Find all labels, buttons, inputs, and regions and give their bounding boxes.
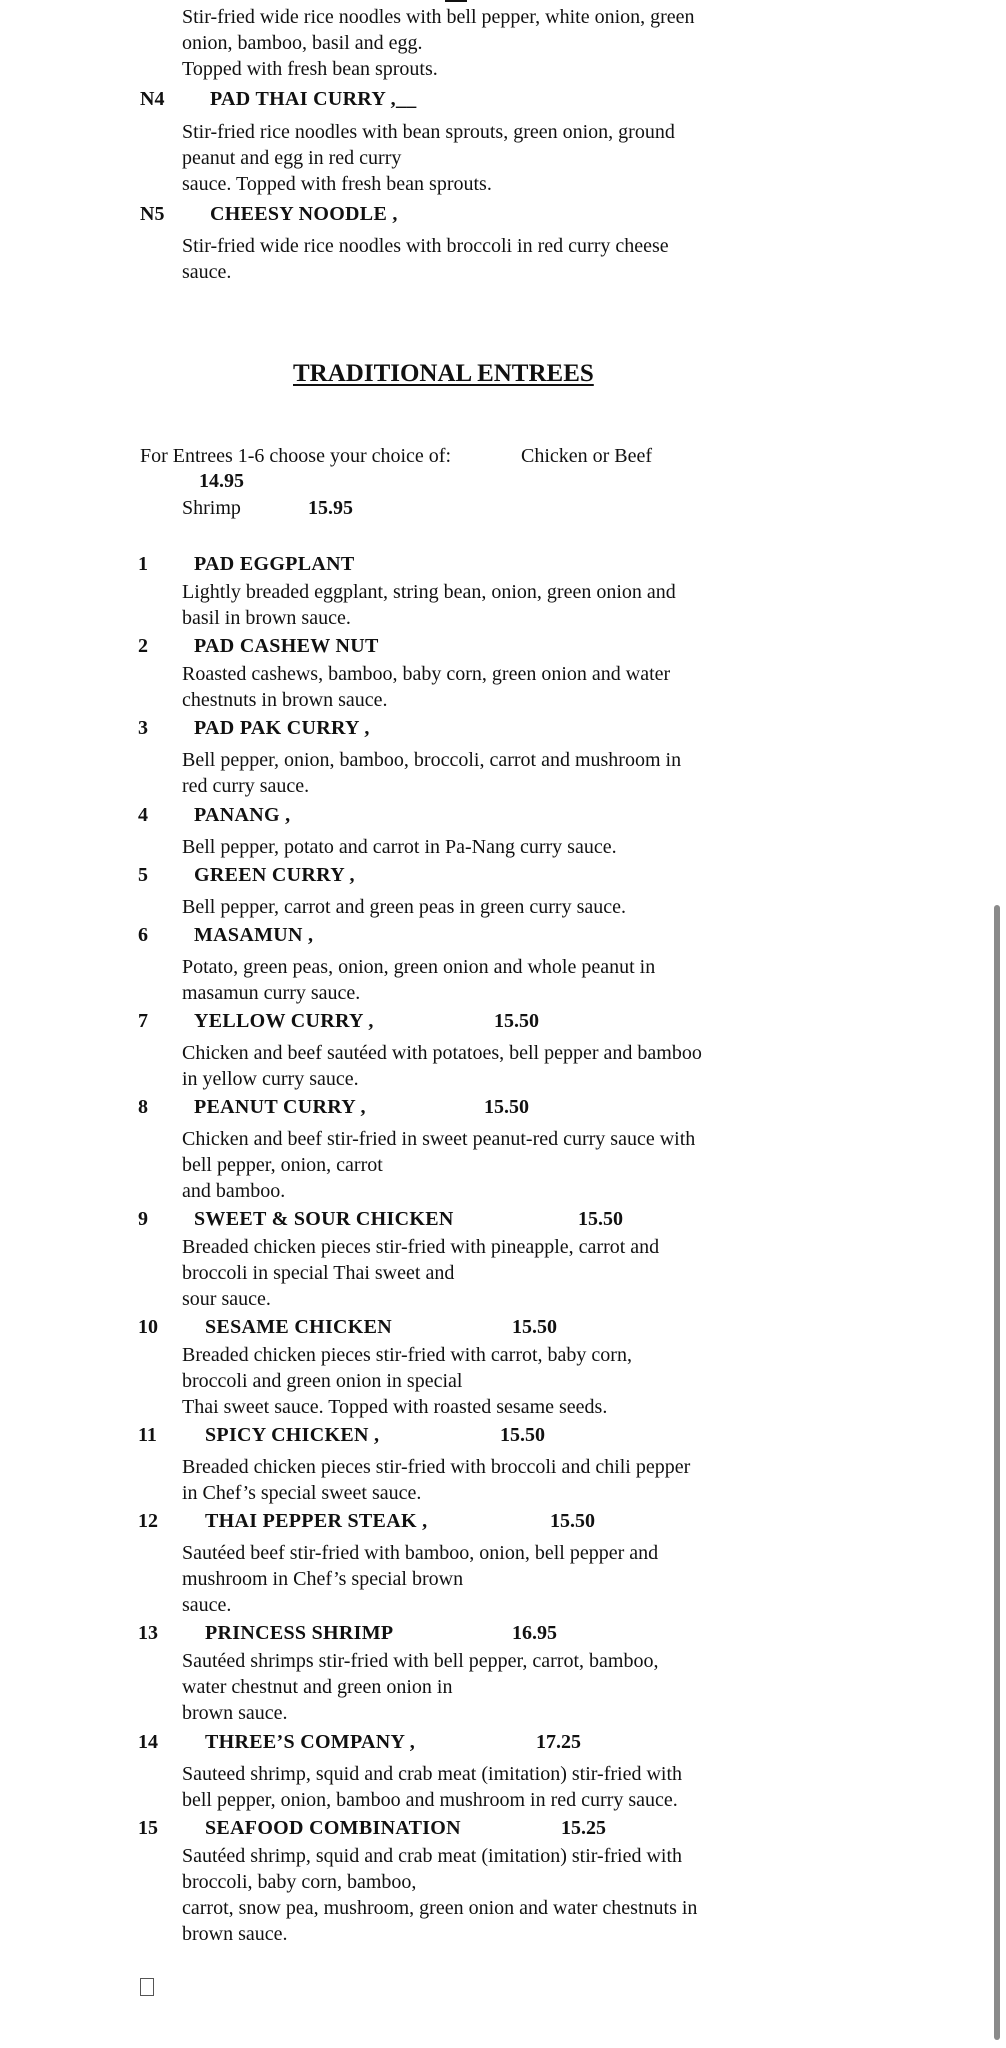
- entree-name: SPICY CHICKEN ,: [205, 1424, 380, 1446]
- entree-price: 15.50: [494, 1010, 539, 1032]
- vertical-scrollbar[interactable]: [994, 905, 1000, 2040]
- entree-description: Sautéed shrimps stir-fried with bell pepper, carrot, bamboo, water chestnut and green onion in brown sauce.: [182, 1650, 659, 1724]
- entree-number: 15: [138, 1817, 158, 1839]
- entree-number: 1: [138, 553, 148, 575]
- entree-price: 15.50: [550, 1510, 595, 1532]
- entree-name: PEANUT CURRY ,: [194, 1096, 366, 1118]
- entree-number: 7: [138, 1010, 148, 1032]
- n5-name: CHEESY NOODLE ,: [210, 203, 398, 225]
- entree-number: 5: [138, 864, 148, 886]
- entree-description: Breaded chicken pieces stir-fried with broccoli and chili pepper in Chef’s special sweet sauce.: [182, 1456, 691, 1504]
- entree-description: Roasted cashews, bamboo, baby corn, green onion and water chestnuts in brown sauce.: [182, 663, 671, 711]
- entree-description: Lightly breaded eggplant, string bean, onion, green onion and basil in brown sauce.: [182, 581, 676, 629]
- entree-price: 17.25: [536, 1731, 581, 1753]
- n4-description: Stir-fried rice noodles with bean sprouts, green onion, ground peanut and egg in red curry sauce. Topped with fresh bean sprouts.: [182, 121, 675, 195]
- choice-option: Chicken or Beef: [521, 445, 653, 467]
- entree-number: 3: [138, 717, 148, 739]
- entree-price: 15.25: [561, 1817, 606, 1839]
- entree-description: Bell pepper, carrot and green peas in green curry sauce.: [182, 896, 626, 918]
- entree-number: 12: [138, 1510, 158, 1532]
- entree-name: PAD CASHEW NUT: [194, 635, 379, 657]
- entree-description: Breaded chicken pieces stir-fried with carrot, baby corn, broccoli and green onion in special Thai sweet sauce. Topped with roasted sesame seeds.: [182, 1344, 632, 1418]
- entree-price: 15.50: [512, 1316, 557, 1338]
- entree-number: 2: [138, 635, 148, 657]
- entree-name: THAI PEPPER STEAK ,: [205, 1510, 428, 1532]
- entree-description: Chicken and beef stir-fried in sweet peanut-red curry sauce with bell pepper, onion, carrot and bamboo.: [182, 1128, 696, 1202]
- entree-price: 16.95: [512, 1622, 557, 1644]
- n5-description: Stir-fried wide rice noodles with broccoli in red curry cheese sauce.: [182, 235, 669, 283]
- entree-name: SEAFOOD COMBINATION: [205, 1817, 461, 1839]
- underline-fragment: [445, 0, 467, 2]
- n4-number: N4: [140, 88, 165, 110]
- n3-description: Stir-fried wide rice noodles with bell pepper, white onion, green onion, bamboo, basil and egg. Topped with fresh bean sprouts.: [182, 6, 695, 80]
- entree-description: Sauteed shrimp, squid and crab meat (imitation) stir-fried with bell pepper, onion, bamboo and mushroom in red curry sauce.: [182, 1763, 683, 1811]
- entree-name: YELLOW CURRY ,: [194, 1010, 374, 1032]
- entree-name: MASAMUN ,: [194, 924, 314, 946]
- shrimp-price: 15.95: [308, 497, 353, 519]
- entree-name: SWEET & SOUR CHICKEN: [194, 1208, 454, 1230]
- entree-number: 6: [138, 924, 148, 946]
- entree-price: 15.50: [484, 1096, 529, 1118]
- entree-description: Sautéed shrimp, squid and crab meat (imitation) stir-fried with broccoli, baby corn, bamboo, carrot, snow pea, mushroom, green onion and water chestnuts in brown sauce.: [182, 1845, 698, 1945]
- entree-description: Potato, green peas, onion, green onion and whole peanut in masamun curry sauce.: [182, 956, 656, 1004]
- entree-description: Breaded chicken pieces stir-fried with pineapple, carrot and broccoli in special Thai sweet and sour sauce.: [182, 1236, 660, 1310]
- shrimp-label: Shrimp: [182, 497, 241, 519]
- entree-name: SESAME CHICKEN: [205, 1316, 393, 1338]
- entree-number: 14: [138, 1731, 158, 1753]
- entree-description: Bell pepper, potato and carrot in Pa-Nang curry sauce.: [182, 836, 617, 858]
- entree-number: 8: [138, 1096, 148, 1118]
- entree-name: THREE’S COMPANY ,: [205, 1731, 416, 1753]
- entree-price: 15.50: [578, 1208, 623, 1230]
- entree-name: PANANG ,: [194, 804, 291, 826]
- entree-number: 9: [138, 1208, 148, 1230]
- n5-number: N5: [140, 203, 165, 225]
- entree-name: PAD PAK CURRY ,: [194, 717, 370, 739]
- entree-description: Chicken and beef sautéed with potatoes, bell pepper and bamboo in yellow curry sauce.: [182, 1042, 702, 1090]
- section-title: TRADITIONAL ENTREES: [293, 360, 594, 387]
- entree-name: GREEN CURRY ,: [194, 864, 355, 886]
- entree-description: Bell pepper, onion, bamboo, broccoli, carrot and mushroom in red curry sauce.: [182, 749, 682, 797]
- entree-name: PAD EGGPLANT: [194, 553, 355, 575]
- choice-label: For Entrees 1-6 choose your choice of:: [140, 445, 452, 467]
- entree-description: Sautéed beef stir-fried with bamboo, onion, bell pepper and mushroom in Chef’s special brown sauce.: [182, 1542, 659, 1616]
- entree-number: 10: [138, 1316, 158, 1338]
- entree-number: 11: [138, 1424, 157, 1446]
- n4-name: PAD THAI CURRY ,__: [210, 88, 417, 110]
- missing-glyph-box: [140, 1978, 154, 1996]
- entree-number: 4: [138, 804, 148, 826]
- entree-name: PRINCESS SHRIMP: [205, 1622, 394, 1644]
- entree-number: 13: [138, 1622, 158, 1644]
- entree-price: 15.50: [500, 1424, 545, 1446]
- choice-price: 14.95: [199, 470, 244, 492]
